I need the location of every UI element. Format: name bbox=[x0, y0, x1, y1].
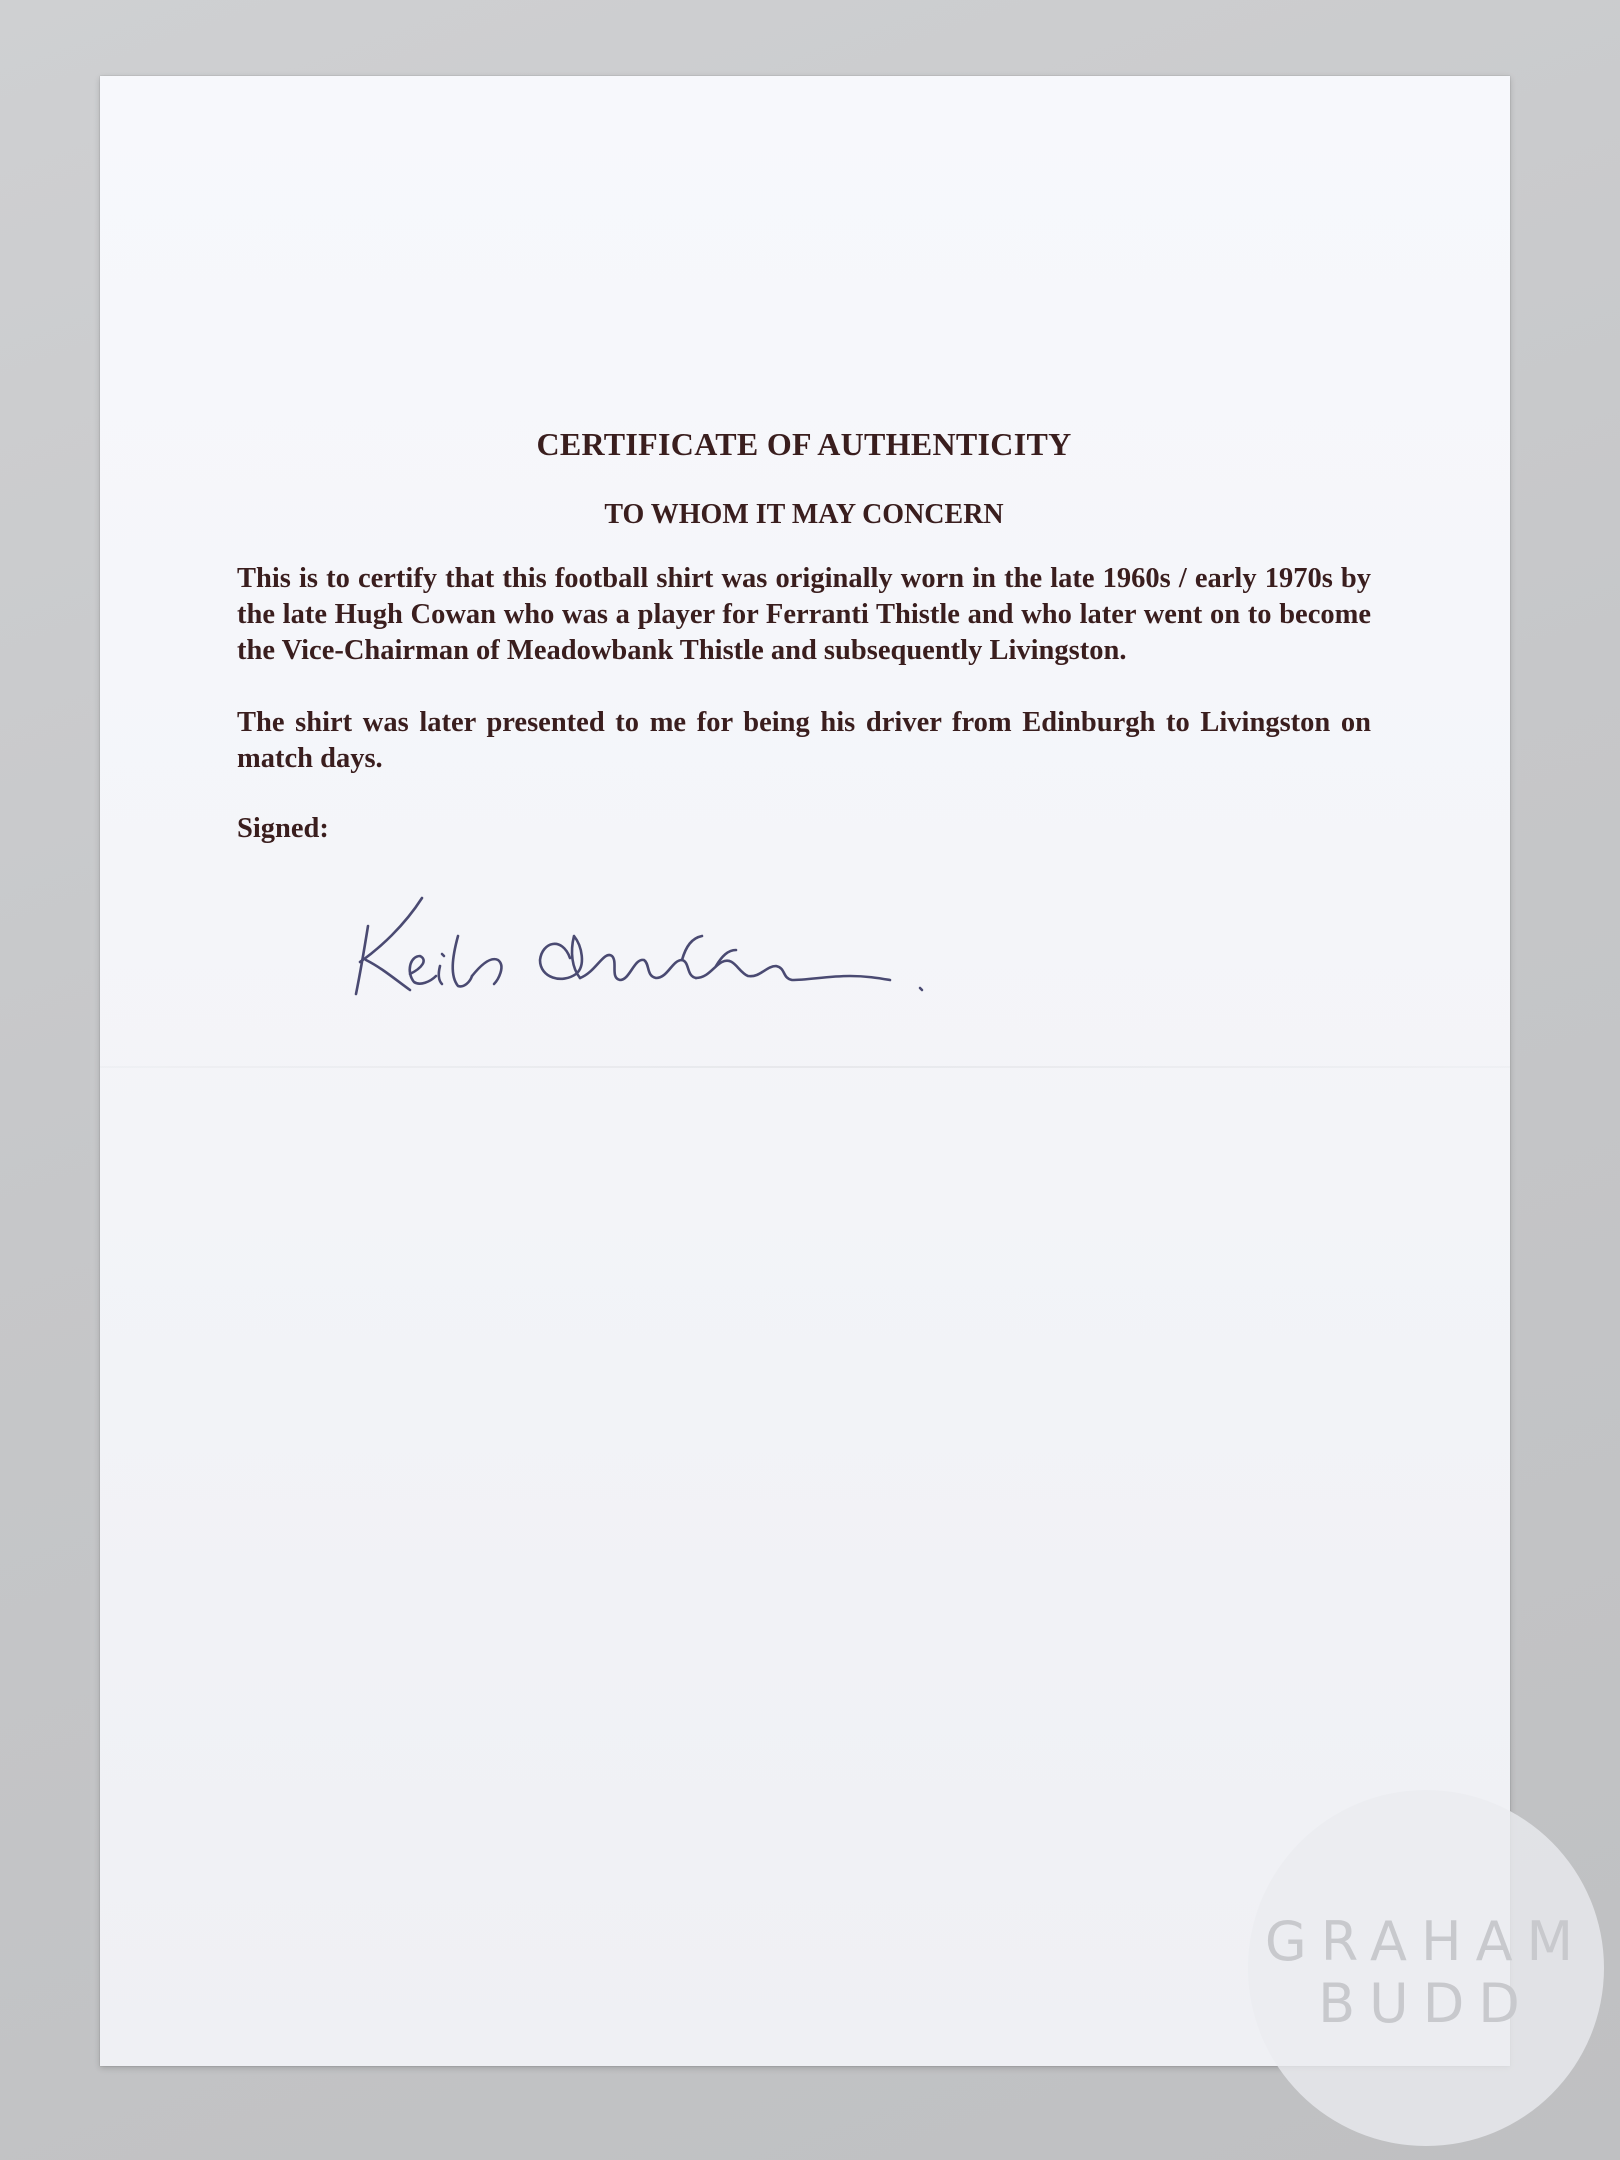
salutation: TO WHOM IT MAY CONCERN bbox=[604, 499, 1004, 530]
handwritten-signature bbox=[330, 896, 990, 1006]
watermark-line-1: GRAHAM bbox=[1264, 1910, 1588, 1973]
paragraph-certification: This is to certify that this football shirt was originally worn in the late 1960s / early 1970s by the late Hugh Cowan who was a player for Ferranti Thistle and who later went on to become the Vice-Chairman of Meadowbank Thistle and subsequently Livingston. bbox=[237, 563, 1371, 666]
signed-label: Signed: bbox=[237, 813, 329, 844]
certificate-title: CERTIFICATE OF AUTHENTICITY bbox=[536, 426, 1072, 462]
paragraph-presentation: The shirt was later presented to me for being his driver from Edinburgh to Livingston on match days. bbox=[237, 707, 1371, 774]
graham-budd-watermark bbox=[1248, 1790, 1604, 2146]
certificate-content bbox=[237, 346, 1371, 845]
paper-fold-line bbox=[100, 1066, 1510, 1068]
watermark-line-2: BUDD bbox=[1318, 1972, 1534, 2035]
certificate-page bbox=[100, 76, 1510, 2066]
